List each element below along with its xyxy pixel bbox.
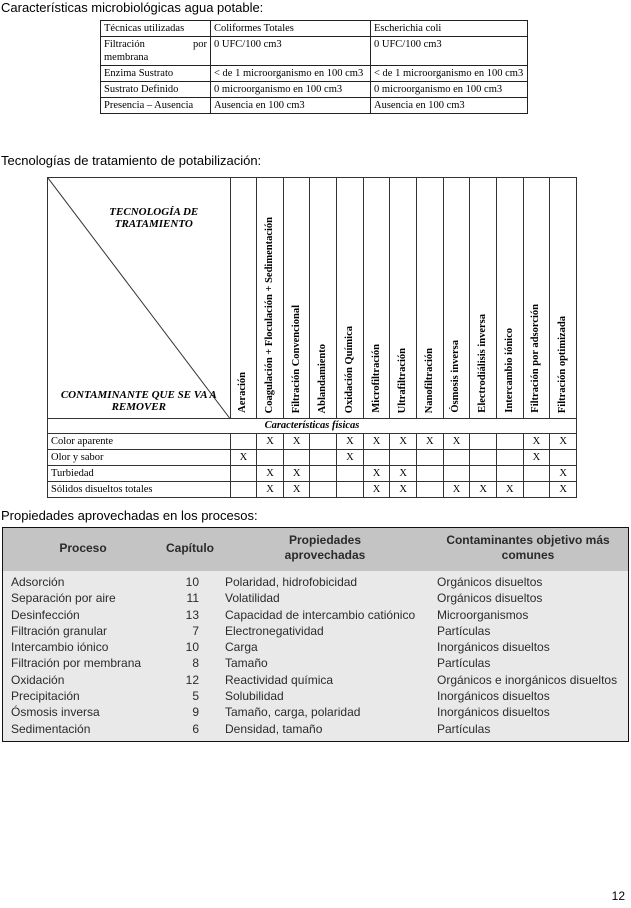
mark-cell: X	[496, 482, 523, 498]
mark-cell: X	[283, 482, 310, 498]
contaminant-label: Color aparente	[48, 434, 231, 450]
table-row	[101, 37, 528, 66]
mark-cell	[496, 450, 523, 466]
technology-header-cell	[283, 178, 310, 419]
mark-cell	[230, 482, 257, 498]
mark-cell: X	[257, 434, 284, 450]
property-value: Capacidad de intercambio catiónico	[225, 607, 416, 622]
table-cell: < de 1 microorganismo en 100 cm3	[371, 66, 528, 82]
treatment-technology-table	[47, 177, 577, 499]
contaminant-value: Partículas	[437, 721, 491, 736]
chapter-number: 6	[192, 721, 199, 736]
chapter-column	[153, 574, 199, 737]
table-cell: Sustrato Definido	[101, 82, 211, 98]
mark-cell: X	[443, 434, 470, 450]
mark-cell: X	[390, 482, 417, 498]
technology-label: Electrodiálisis inversa	[477, 314, 489, 413]
technology-matrix	[47, 177, 577, 498]
property-column	[225, 574, 415, 737]
mark-cell: X	[390, 466, 417, 482]
table-cell: Presencia – Ausencia	[101, 98, 211, 114]
chapter-number: 9	[192, 705, 199, 720]
mark-cell	[417, 450, 444, 466]
table-row	[48, 434, 577, 450]
chapter-number: 12	[185, 672, 199, 687]
contaminant-value: Inorgánicos disueltos	[437, 640, 550, 655]
technology-header-cell	[257, 178, 284, 419]
table-header-row	[101, 21, 528, 37]
chapter-number: 10	[185, 640, 199, 655]
heading-technologies: Tecnologías de tratamiento de potabilización:	[1, 153, 262, 168]
property-value: Electronegatividad	[225, 623, 324, 638]
mark-cell: X	[550, 466, 577, 482]
header-capitulo: Capítulo	[166, 541, 214, 555]
mark-cell: X	[257, 466, 284, 482]
technology-header-row	[48, 178, 577, 419]
table-cell: 0 microorganismo en 100 cm3	[371, 82, 528, 98]
mark-cell: X	[337, 450, 364, 466]
table-row	[101, 98, 528, 114]
contaminant-value: Partículas	[437, 623, 491, 638]
process-name: Precipitación	[11, 689, 80, 704]
process-name: Intercambio iónico	[11, 640, 109, 655]
technology-header-cell	[230, 178, 257, 419]
mark-cell	[257, 450, 284, 466]
mark-cell	[443, 450, 470, 466]
table-cell: 0 UFC/100 cm3	[371, 37, 528, 66]
technology-header-cell	[337, 178, 364, 419]
contaminant-value: Inorgánicos disueltos	[437, 705, 550, 720]
section-label: Características físicas	[48, 419, 577, 434]
process-name: Ósmosis inversa	[11, 705, 100, 720]
heading-microbiological: Características microbiológicas agua potable:	[1, 0, 264, 15]
mark-cell	[310, 450, 337, 466]
process-name: Adsorción	[11, 575, 65, 589]
table-row	[48, 466, 577, 482]
property-value: Polaridad, hidrofobicidad	[225, 575, 358, 589]
mark-cell	[496, 466, 523, 482]
technology-label: Ósmosis inversa	[450, 340, 462, 413]
mark-cell: X	[283, 434, 310, 450]
header-cell: Escherichia coli	[371, 21, 528, 37]
header-contaminantes: Contaminantes objetivo más comunes	[446, 533, 610, 562]
mark-cell	[417, 466, 444, 482]
header-cell: Coliformes Totales	[211, 21, 371, 37]
technology-header-cell	[363, 178, 390, 419]
contaminant-value: Orgánicos disueltos	[437, 591, 543, 606]
process-name: Separación por aire	[11, 591, 116, 606]
mark-cell	[496, 434, 523, 450]
property-value: Tamaño, carga, polaridad	[225, 705, 361, 720]
mark-cell: X	[443, 482, 470, 498]
technology-header-cell	[310, 178, 337, 419]
mark-cell: X	[390, 434, 417, 450]
technology-header-cell	[390, 178, 417, 419]
mark-cell	[417, 482, 444, 498]
table-row	[48, 482, 577, 498]
technology-label: Oxidación Química	[343, 325, 355, 413]
mark-cell: X	[417, 434, 444, 450]
table-row	[48, 450, 577, 466]
table-cell: Enzima Sustrato	[101, 66, 211, 82]
technology-label: Filtración por adsorción	[530, 304, 542, 413]
technology-label: Ablandamiento	[317, 343, 329, 413]
technology-label: Nanofiltración	[423, 347, 435, 413]
mark-cell: X	[363, 466, 390, 482]
mark-cell: X	[337, 434, 364, 450]
mark-cell: X	[550, 482, 577, 498]
table-row	[101, 66, 528, 82]
contaminant-value: Partículas	[437, 656, 491, 671]
mark-cell: X	[283, 466, 310, 482]
technology-label: Intercambio iónico	[503, 328, 515, 413]
property-value: Densidad, tamaño	[225, 721, 323, 736]
mark-cell: X	[523, 450, 550, 466]
mark-cell	[337, 466, 364, 482]
mark-cell: X	[550, 434, 577, 450]
process-name: Desinfección	[11, 607, 80, 622]
process-name: Filtración por membrana	[11, 656, 142, 671]
table-cell: 0 microorganismo en 100 cm3	[211, 82, 371, 98]
mark-cell	[523, 466, 550, 482]
mark-cell: X	[470, 482, 497, 498]
property-value: Carga	[225, 640, 258, 655]
technology-header-cell	[523, 178, 550, 419]
technology-rows	[48, 434, 577, 498]
microbiological-table	[100, 20, 528, 114]
chapter-number: 5	[192, 689, 199, 704]
contaminant-label: Sólidos disueltos totales	[48, 482, 231, 498]
mark-cell	[470, 450, 497, 466]
section-row	[48, 419, 577, 434]
table-cell: Ausencia en 100 cm3	[371, 98, 528, 114]
table-cell: Ausencia en 100 cm3	[211, 98, 371, 114]
process-name: Filtración granular	[11, 623, 108, 638]
mark-cell: X	[257, 482, 284, 498]
mark-cell	[390, 450, 417, 466]
technology-header-cell	[443, 178, 470, 419]
header-proceso: Proceso	[59, 541, 107, 555]
heading-properties: Propiedades aprovechadas en los procesos:	[1, 508, 258, 523]
mark-cell	[550, 450, 577, 466]
process-name: Oxidación	[11, 672, 65, 687]
process-name: Sedimentación	[11, 721, 91, 736]
contaminant-value: Orgánicos e inorgánicos disueltos	[437, 672, 618, 687]
mark-cell	[230, 466, 257, 482]
contaminant-value: Microorganismos	[437, 607, 529, 622]
chapter-number: 8	[192, 656, 199, 671]
property-value: Solubilidad	[225, 689, 284, 704]
table-row	[101, 82, 528, 98]
contaminant-value: Orgánicos disueltos	[437, 575, 543, 589]
property-value: Tamaño	[225, 656, 268, 671]
chapter-number: 7	[192, 623, 199, 638]
mark-cell: X	[363, 434, 390, 450]
corner-bottom-label: CONTAMINANTE QUE SE VA A REMOVER	[60, 389, 217, 413]
technology-label: Coagulación + Floculación + Sedimentación	[264, 216, 275, 413]
chapter-number: 10	[185, 575, 199, 589]
technology-header-cell	[470, 178, 497, 419]
table-cell: 0 UFC/100 cm3	[211, 37, 371, 66]
contaminant-column	[437, 574, 617, 737]
mark-cell	[470, 434, 497, 450]
contaminant-label: Olor y sabor	[48, 450, 231, 466]
technology-label: Filtración optimizada	[557, 315, 569, 413]
table-cell: Filtración por membrana	[101, 37, 211, 66]
process-table-header	[3, 528, 628, 571]
contaminant-value: Inorgánicos disueltos	[437, 689, 550, 704]
mark-cell: X	[363, 482, 390, 498]
mark-cell	[470, 466, 497, 482]
mark-cell	[363, 450, 390, 466]
mark-cell	[310, 466, 337, 482]
chapter-number: 13	[185, 607, 199, 622]
page-number: 12	[611, 889, 625, 903]
process-properties-table	[2, 527, 629, 742]
mark-cell: X	[230, 450, 257, 466]
technology-header-cell	[496, 178, 523, 419]
header-cell: Técnicas utilizadas	[101, 21, 211, 37]
technology-label: Filtración Convencional	[290, 304, 302, 413]
property-value: Volatilidad	[225, 591, 280, 606]
mark-cell	[310, 482, 337, 498]
technology-label: Microfiltración	[370, 344, 382, 413]
mark-cell	[523, 482, 550, 498]
technology-header-cell	[417, 178, 444, 419]
technology-header-cell	[550, 178, 577, 419]
process-column	[11, 574, 141, 737]
header-propiedades: Propiedades aprovechadas	[284, 533, 366, 562]
property-value: Reactividad química	[225, 672, 334, 687]
corner-cell	[48, 178, 231, 419]
contaminant-label: Turbiedad	[48, 466, 231, 482]
technology-label: Aeración	[237, 372, 249, 413]
mark-cell	[337, 482, 364, 498]
mark-cell	[283, 450, 310, 466]
mark-cell: X	[523, 434, 550, 450]
technology-label: Ultrafiltración	[397, 347, 409, 413]
mark-cell	[443, 466, 470, 482]
chapter-number: 11	[186, 591, 199, 606]
corner-top-label: TECNOLOGÍA DE TRATAMIENTO	[109, 206, 199, 230]
mark-cell	[230, 434, 257, 450]
mark-cell	[310, 434, 337, 450]
table-cell: < de 1 microorganismo en 100 cm3	[211, 66, 371, 82]
